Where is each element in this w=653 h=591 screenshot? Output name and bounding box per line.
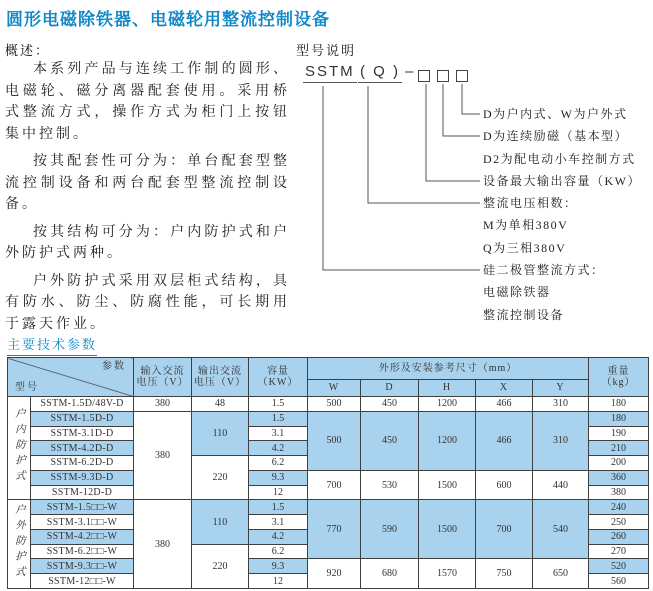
header-line: 输出交流 [198, 365, 242, 377]
overview-heading: 概述： [5, 43, 51, 58]
cell-model: SSTM-1.5D/48V-D [31, 397, 134, 412]
overview-paragraph: 按其结构可分为：户内防护式和户外防护式两种。 [5, 224, 290, 261]
cell-dim-d: 590 [361, 500, 419, 559]
cell-weight: 260 [589, 529, 649, 544]
model-annotation: 硅二极管整流方式： [483, 263, 605, 278]
cell-output-voltage: 220 [192, 544, 249, 588]
header-line: （kg） [601, 377, 636, 388]
cell-capacity: 9.3 [249, 470, 308, 485]
cell-dim-w: 920 [308, 559, 361, 589]
cell-output-voltage: 48 [192, 397, 249, 412]
cell-dim-w: 500 [308, 411, 361, 470]
overview-paragraph: 按其配套性可分为：单台配套型整流控制设备和两台配套型整流控制设备。 [5, 154, 290, 212]
cell-model: SSTM-3.1□□-W [31, 515, 134, 530]
header-dim-y: Y [533, 380, 589, 397]
header-line: 电压（V） [193, 377, 247, 388]
cell-capacity: 1.5 [249, 397, 308, 412]
cell-model: SSTM-12D-D [31, 485, 134, 500]
row-group-label [8, 500, 31, 589]
model-code-prefix: SSTM [303, 63, 357, 83]
cell-dim-x: 466 [476, 397, 533, 412]
cell-model: SSTM-6.2D-D [31, 456, 134, 471]
cell-dim-h: 1500 [419, 470, 476, 500]
group-label-text: 户外防护式 [14, 503, 25, 582]
overview-text [5, 59, 290, 341]
cell-dim-y: 440 [533, 470, 589, 500]
cell-input-voltage: 380 [134, 397, 192, 412]
model-annotation: 整流电压相数： [483, 196, 578, 211]
cell-dim-x: 466 [476, 411, 533, 470]
header-dim-h: H [419, 380, 476, 397]
cell-capacity: 6.2 [249, 456, 308, 471]
header-line: 电压（V） [136, 377, 189, 388]
page-title: 圆形电磁除铁器、电磁轮用整流控制设备 [6, 10, 330, 29]
cell-model: SSTM-12□□-W [31, 574, 134, 589]
cell-weight: 360 [589, 470, 649, 485]
header-dim-x: X [476, 380, 533, 397]
cell-weight: 380 [589, 485, 649, 500]
cell-capacity: 1.5 [249, 500, 308, 515]
header-line: 容量 [267, 365, 289, 377]
cell-capacity: 3.1 [249, 515, 308, 530]
table-row [8, 559, 649, 574]
header-output-voltage [192, 358, 249, 397]
model-annotations [483, 103, 641, 326]
model-annotation: 电磁除铁器 [483, 285, 551, 300]
cell-model: SSTM-9.3□□-W [31, 559, 134, 574]
cell-output-voltage: 220 [192, 456, 249, 500]
cell-weight: 560 [589, 574, 649, 589]
cell-weight: 180 [589, 411, 649, 426]
cell-dim-x: 750 [476, 559, 533, 589]
table-row [8, 411, 649, 426]
header-dim-d: D [361, 380, 419, 397]
cell-dim-h: 1200 [419, 411, 476, 470]
model-code-box [418, 70, 430, 82]
overview-paragraph: 户外防护式采用双层柜式结构，具有防水、防尘、防腐性能，可长期用于露天作业。 [5, 273, 290, 332]
cell-dim-w: 500 [308, 397, 361, 412]
model-annotation: Q为三相380V [483, 240, 567, 255]
cell-capacity: 9.3 [249, 559, 308, 574]
overview-paragraph: 本系列产品与连续工作制的圆形、电磁轮、磁分离器配套使用。采用桥式整流方式，操作方式为柜门上按钮集中控制。 [5, 62, 290, 142]
header-capacity [249, 358, 308, 397]
header-weight [589, 358, 649, 397]
cell-dim-d: 450 [361, 411, 419, 470]
cell-weight: 520 [589, 559, 649, 574]
header-line: 输入交流 [140, 365, 185, 377]
cell-dim-x: 700 [476, 500, 533, 559]
model-annotation: D2为配电动小车控制方式 [483, 151, 636, 166]
cell-dim-w: 770 [308, 500, 361, 559]
corner-param-label: 参数 [102, 361, 126, 372]
model-section-heading: 型号说明 [296, 43, 357, 58]
cell-weight: 270 [589, 544, 649, 559]
cell-capacity: 12 [249, 574, 308, 589]
cell-dim-h: 1570 [419, 559, 476, 589]
cell-dim-d: 450 [361, 397, 419, 412]
cell-capacity: 6.2 [249, 544, 308, 559]
cell-input-voltage: 380 [134, 500, 192, 589]
model-code-box [456, 70, 468, 82]
model-annotation: D为连续励磁（基本型） [483, 129, 629, 144]
cell-capacity: 3.1 [249, 426, 308, 441]
header-input-voltage [134, 358, 192, 397]
header-dimensions-group: 外形及安装参考尺寸（mm） [308, 358, 589, 380]
cell-model: SSTM-3.1D-D [31, 426, 134, 441]
corner-model-label: 型号 [15, 381, 39, 393]
parameters-table [7, 357, 649, 589]
cell-dim-y: 540 [533, 500, 589, 559]
cell-weight: 180 [589, 397, 649, 412]
model-code-box [437, 70, 449, 82]
cell-dim-y: 650 [533, 559, 589, 589]
row-group-label [8, 397, 31, 500]
cell-output-voltage: 110 [192, 500, 249, 544]
cell-model: SSTM-4.2□□-W [31, 529, 134, 544]
table-title: 主要技术参数 [7, 334, 97, 356]
header-dim-w: W [308, 380, 361, 397]
cell-model: SSTM-4.2D-D [31, 441, 134, 456]
model-code-phase: ( Q ) [358, 63, 402, 83]
group-label-text: 户内防护式 [14, 407, 25, 486]
cell-capacity: 1.5 [249, 411, 308, 426]
cell-weight: 190 [589, 426, 649, 441]
cell-input-voltage: 380 [134, 411, 192, 500]
cell-dim-w: 700 [308, 470, 361, 500]
header-line: 重量 [607, 365, 630, 377]
corner-header-cell [8, 358, 134, 397]
cell-output-voltage: 110 [192, 411, 249, 455]
model-annotation: 整流控制设备 [483, 307, 565, 322]
cell-dim-h: 1200 [419, 397, 476, 412]
cell-dim-h: 1500 [419, 500, 476, 559]
cell-weight: 200 [589, 456, 649, 471]
cell-model: SSTM-1.5□□-W [31, 500, 134, 515]
model-code-diagram [290, 55, 652, 347]
cell-dim-d: 530 [361, 470, 419, 500]
cell-capacity: 4.2 [249, 529, 308, 544]
header-line: （KW） [257, 377, 299, 388]
table-header-row [8, 358, 649, 380]
cell-dim-x: 600 [476, 470, 533, 500]
model-annotation: M为单相380V [483, 218, 569, 233]
model-annotation: 设备最大输出容量（KW） [483, 173, 641, 188]
cell-model: SSTM-1.5D-D [31, 411, 134, 426]
cell-dim-d: 680 [361, 559, 419, 589]
cell-dim-y: 310 [533, 397, 589, 412]
table-row [8, 500, 649, 515]
cell-model: SSTM-9.3D-D [31, 470, 134, 485]
cell-model: SSTM-6.2□□-W [31, 544, 134, 559]
cell-weight: 210 [589, 441, 649, 456]
table-row [8, 397, 649, 412]
model-annotation: D为户内式、W为户外式 [483, 107, 628, 121]
cell-dim-y: 310 [533, 411, 589, 470]
cell-capacity: 12 [249, 485, 308, 500]
cell-weight: 250 [589, 515, 649, 530]
cell-weight: 240 [589, 500, 649, 515]
cell-capacity: 4.2 [249, 441, 308, 456]
table-row [8, 470, 649, 485]
model-code-dash: – [405, 63, 414, 80]
